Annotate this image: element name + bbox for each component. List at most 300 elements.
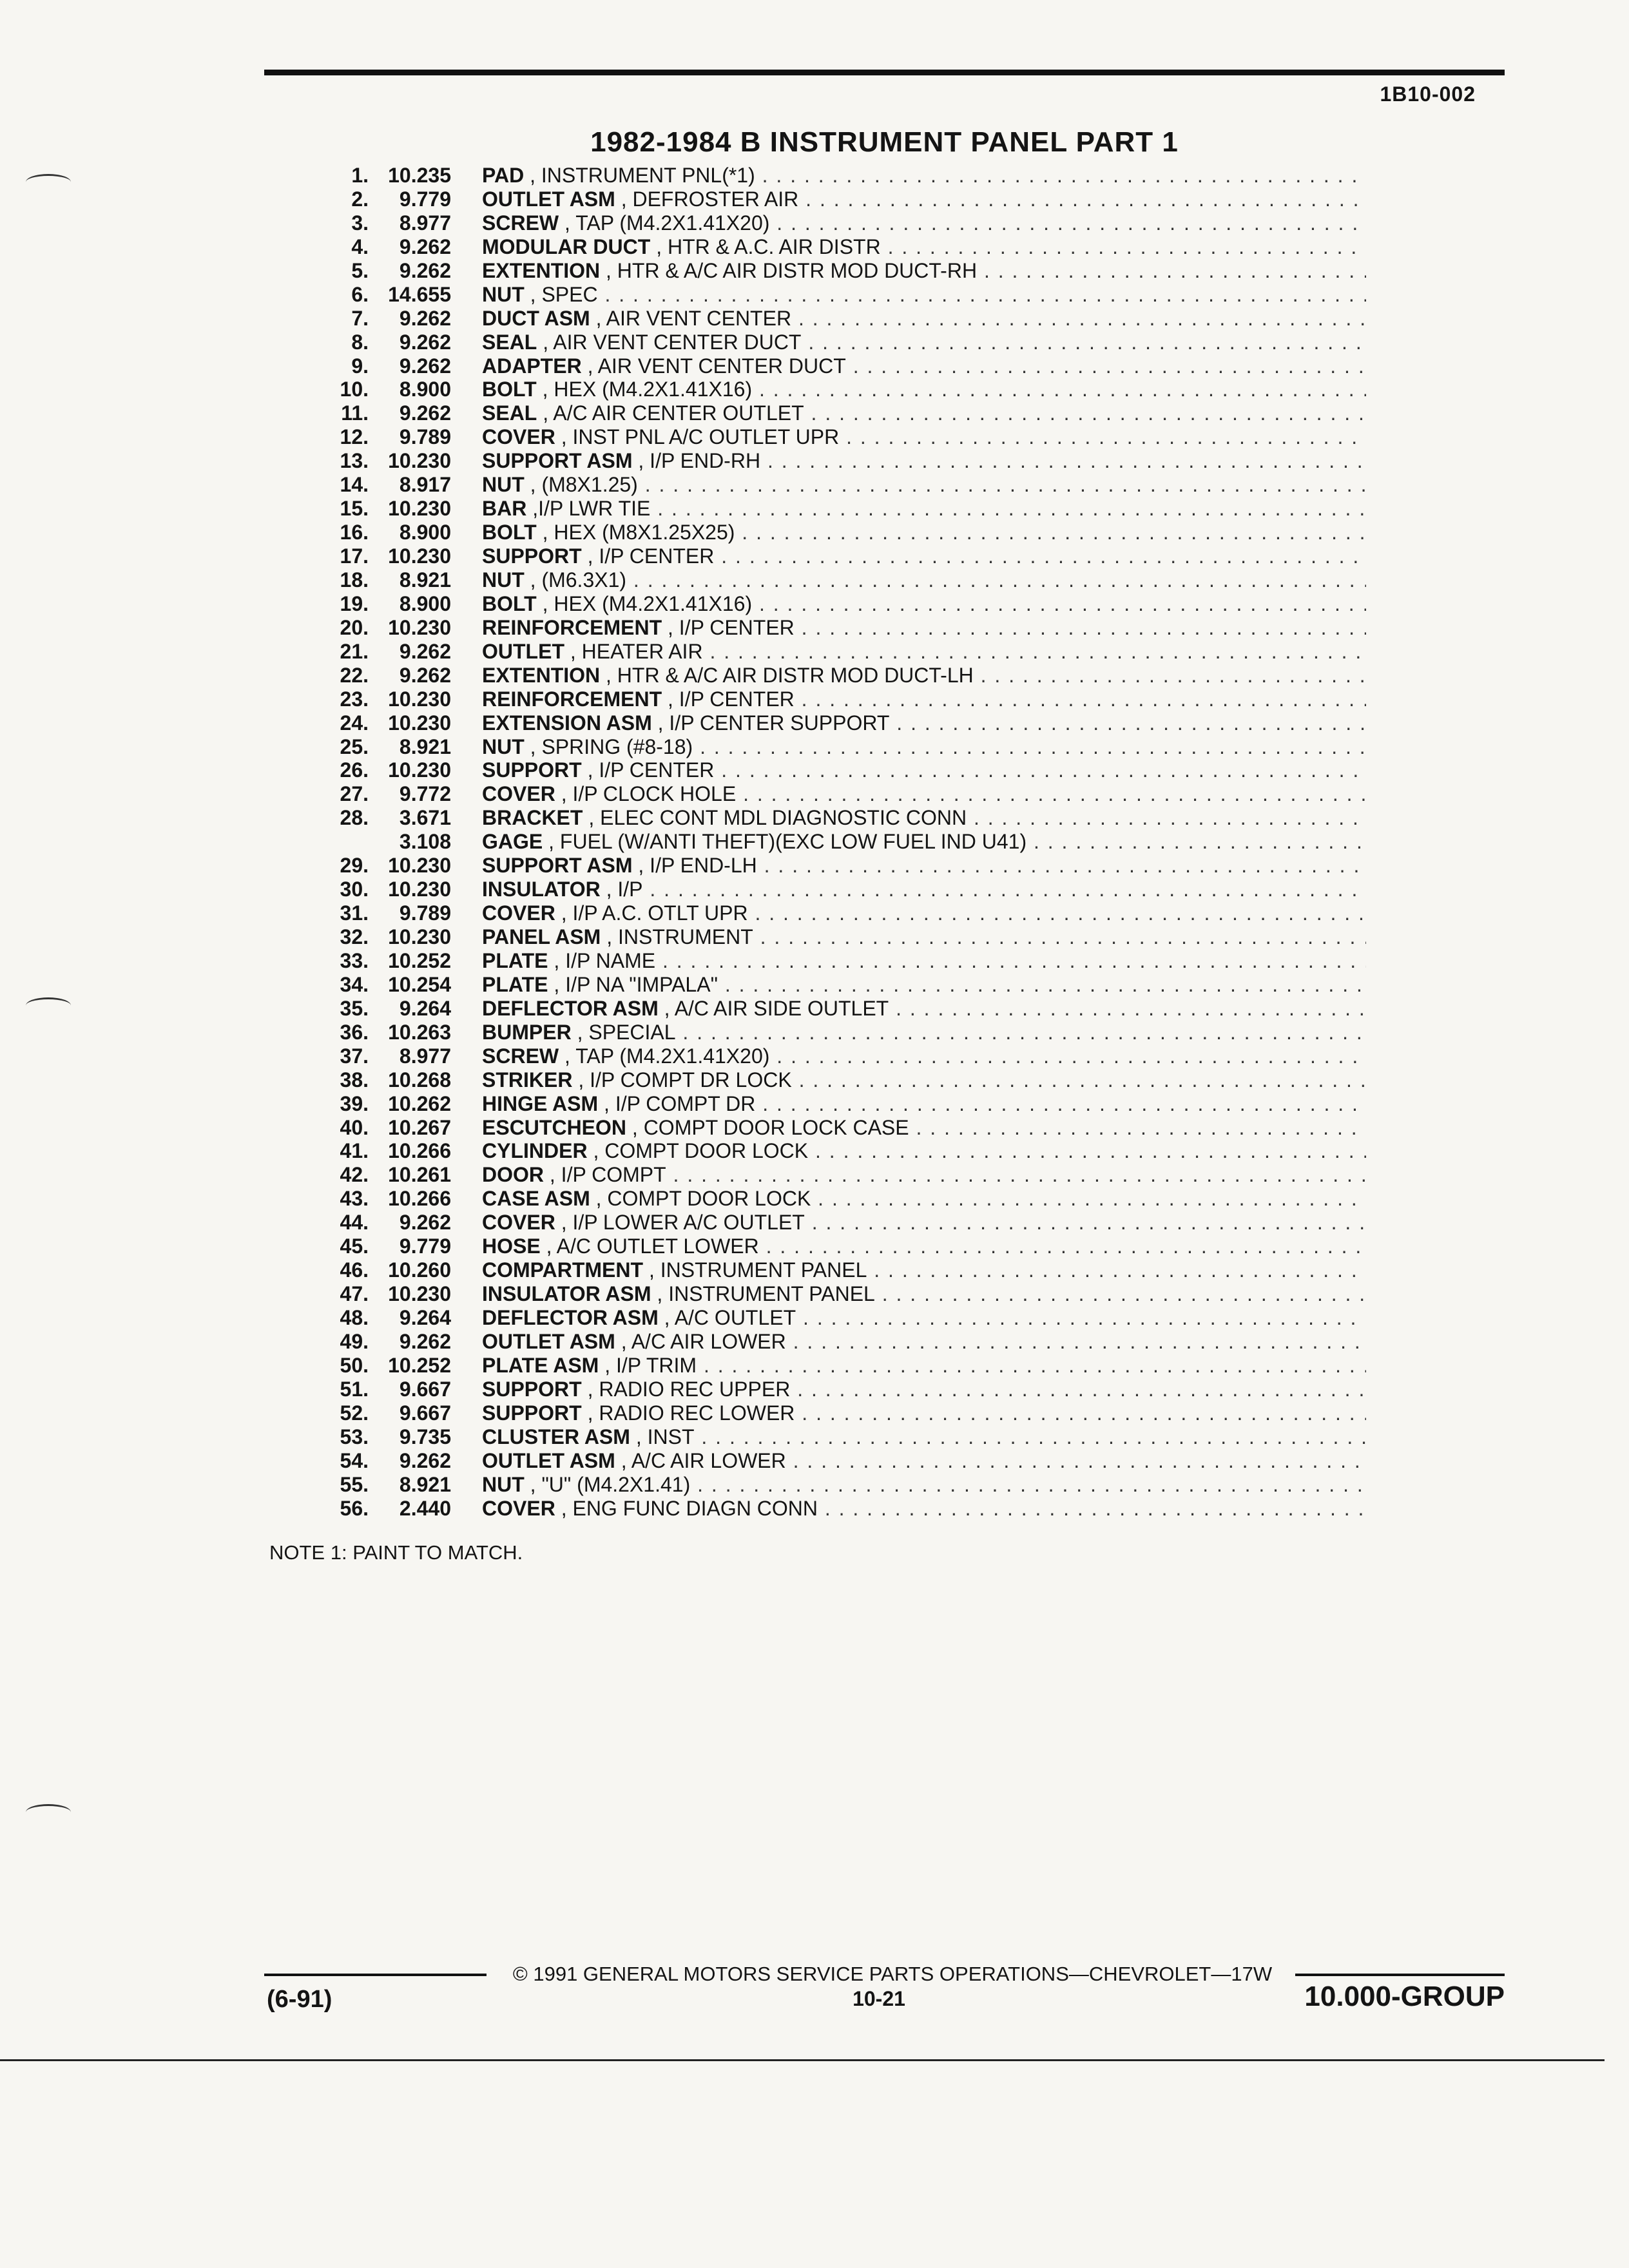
footer-rule <box>264 1974 487 1976</box>
part-name: BOLT <box>482 521 537 544</box>
item-number: 15. <box>340 497 369 521</box>
part-description <box>482 211 1366 235</box>
part-detail: , COMPT DOOR LOCK <box>593 1139 809 1163</box>
part-description <box>482 497 1366 520</box>
part-description <box>482 1163 1366 1186</box>
part-detail: , INSTRUMENT PANEL <box>657 1282 875 1306</box>
item-number: 25. <box>340 735 369 758</box>
part-detail: , INSTRUMENT PANEL <box>648 1258 867 1282</box>
list-item <box>309 1187 1366 1211</box>
group-number: 9.262 <box>399 663 451 687</box>
group-number: 10.262 <box>388 1091 451 1115</box>
part-detail: , I/P NA "IMPALA" <box>554 972 718 996</box>
list-item <box>309 854 1366 878</box>
list-item <box>309 664 1366 687</box>
part-description <box>482 806 1366 829</box>
list-item <box>309 354 1366 378</box>
part-description <box>482 973 1366 996</box>
bottom-rule <box>0 2059 1605 2061</box>
part-description <box>482 735 1366 758</box>
group-number: 8.900 <box>399 378 451 401</box>
list-item <box>309 901 1366 925</box>
part-name: DUCT ASM <box>482 306 590 330</box>
part-name: INSULATOR ASM <box>482 1282 651 1306</box>
part-name: EXTENTION <box>482 663 601 687</box>
part-detail: ,I/P LWR TIE <box>532 497 651 521</box>
list-item <box>309 1449 1366 1473</box>
part-description <box>482 782 1366 805</box>
group-number: 8.921 <box>399 568 451 591</box>
part-description <box>482 425 1366 448</box>
margin-mark <box>26 997 71 1014</box>
list-item <box>309 1092 1366 1116</box>
part-detail: , INST <box>635 1425 695 1448</box>
group-number: 10.252 <box>388 948 451 972</box>
revision-date: (6-91) <box>267 1986 333 2013</box>
group-number: 10.230 <box>388 758 451 782</box>
list-item <box>309 782 1366 806</box>
part-description <box>482 331 1366 354</box>
part-description <box>482 1306 1366 1329</box>
item-number: 1. <box>351 164 369 187</box>
part-name: OUTLET ASM <box>482 1448 615 1472</box>
part-description <box>482 949 1366 972</box>
document-code: 1B10-002 <box>1380 82 1476 106</box>
group-number: 9.262 <box>399 354 451 378</box>
item-number: 9. <box>351 354 369 378</box>
part-detail: , I/P CENTER <box>668 687 795 711</box>
part-detail: , INSTRUMENT <box>606 925 753 948</box>
part-detail: , INSTRUMENT PNL(*1) <box>530 164 755 187</box>
part-detail: , FUEL (W/ANTI THEFT)(EXC LOW FUEL IND U41) <box>548 830 1027 854</box>
part-detail: , AIR VENT CENTER DUCT <box>587 354 846 378</box>
part-description <box>482 401 1366 425</box>
part-name: CLUSTER ASM <box>482 1425 630 1448</box>
part-detail: , COMPT DOOR LOCK <box>595 1187 811 1211</box>
item-number: 53. <box>340 1425 369 1448</box>
item-number: 17. <box>340 544 369 568</box>
list-item <box>309 711 1366 735</box>
part-name: BUMPER <box>482 1020 572 1044</box>
list-item <box>309 449 1366 473</box>
item-number: 55. <box>340 1472 369 1496</box>
part-detail: , I/P COMPT DR LOCK <box>578 1068 792 1091</box>
list-item <box>309 878 1366 901</box>
list-item <box>309 378 1366 401</box>
part-detail: , RADIO REC UPPER <box>587 1377 791 1401</box>
note: NOTE 1: PAINT TO MATCH. <box>269 1541 523 1564</box>
group-number: 9.262 <box>399 306 451 330</box>
part-detail: , I/P COMPT <box>549 1163 666 1187</box>
item-number: 45. <box>340 1235 369 1258</box>
part-description <box>482 259 1366 282</box>
part-name: DEFLECTOR ASM <box>482 1306 659 1329</box>
margin-mark <box>26 174 71 190</box>
part-description <box>482 1282 1366 1305</box>
part-detail: , HEX (M4.2X1.41X16) <box>542 591 753 615</box>
list-item <box>309 1282 1366 1306</box>
part-description <box>482 1235 1366 1258</box>
group-number: 9.264 <box>399 996 451 1020</box>
part-name: PLATE <box>482 972 548 996</box>
item-number: 6. <box>351 282 369 306</box>
part-name: PANEL ASM <box>482 925 601 948</box>
part-name: COVER <box>482 1211 555 1235</box>
group-number: 3.671 <box>399 806 451 830</box>
part-detail: , HEX (M8X1.25X25) <box>542 521 735 544</box>
part-description <box>482 1449 1366 1472</box>
part-name: NUT <box>482 1472 525 1496</box>
part-name: PLATE ASM <box>482 1353 599 1377</box>
item-number: 37. <box>340 1044 369 1068</box>
part-name: COMPARTMENT <box>482 1258 644 1282</box>
part-description <box>482 283 1366 306</box>
part-detail: , I/P LOWER A/C OUTLET <box>561 1211 805 1235</box>
group-number: 9.667 <box>399 1377 451 1401</box>
part-description <box>482 1401 1366 1425</box>
part-detail: , AIR VENT CENTER DUCT <box>543 330 802 354</box>
part-detail: , A/C AIR LOWER <box>621 1448 786 1472</box>
part-name: SEAL <box>482 330 537 354</box>
part-detail: , ENG FUNC DIAGN CONN <box>561 1496 818 1520</box>
part-detail: , A/C OUTLET <box>664 1306 796 1329</box>
list-item <box>309 616 1366 640</box>
item-number: 38. <box>340 1068 369 1091</box>
item-number: 4. <box>351 235 369 258</box>
item-number: 3. <box>351 211 369 235</box>
item-number: 5. <box>351 258 369 282</box>
part-name: SUPPORT <box>482 544 582 568</box>
part-name: MODULAR DUCT <box>482 235 651 258</box>
part-description <box>482 1116 1366 1139</box>
list-item <box>309 1378 1366 1401</box>
group-number: 10.230 <box>388 449 451 473</box>
group-number: 10.230 <box>388 711 451 735</box>
part-name: BRACKET <box>482 806 583 830</box>
part-detail: , SPRING (#8-18) <box>530 735 693 758</box>
part-description <box>482 901 1366 925</box>
list-item <box>309 973 1366 997</box>
item-number: 22. <box>340 663 369 687</box>
part-description <box>482 473 1366 496</box>
list-item <box>309 925 1366 949</box>
part-description <box>482 997 1366 1020</box>
list-item <box>309 1021 1366 1044</box>
group-number: 10.230 <box>388 854 451 878</box>
part-detail: , HTR & A/C AIR DISTR MOD DUCT-LH <box>606 663 974 687</box>
group-number: 3.108 <box>399 830 451 854</box>
part-description <box>482 354 1366 378</box>
list-item <box>309 1068 1366 1092</box>
group-number: 10.230 <box>388 544 451 568</box>
part-name: COVER <box>482 1496 555 1520</box>
item-number: 26. <box>340 758 369 782</box>
part-detail: , A/C AIR SIDE OUTLET <box>664 996 889 1020</box>
part-detail: , DEFROSTER AIR <box>621 187 799 211</box>
group-number: 10.230 <box>388 497 451 521</box>
item-number: 46. <box>340 1258 369 1282</box>
list-item <box>309 1258 1366 1282</box>
item-number: 49. <box>340 1329 369 1353</box>
part-detail: , I/P TRIM <box>604 1353 697 1377</box>
part-description <box>482 521 1366 544</box>
part-name: SUPPORT <box>482 1377 582 1401</box>
group-number: 10.260 <box>388 1258 451 1282</box>
part-name: EXTENSION ASM <box>482 711 652 735</box>
group-number: 10.267 <box>388 1115 451 1139</box>
part-name: NUT <box>482 568 525 591</box>
copyright: © 1991 GENERAL MOTORS SERVICE PARTS OPERATIONS—CHEVROLET—17W <box>512 1963 1273 1985</box>
item-number: 10. <box>340 378 369 401</box>
part-name: INSULATOR <box>482 878 601 901</box>
group-number: 10.230 <box>388 615 451 639</box>
item-number: 43. <box>340 1187 369 1211</box>
list-item <box>309 1235 1366 1258</box>
group-number: 14.655 <box>388 282 451 306</box>
part-description <box>482 758 1366 782</box>
part-detail: , I/P CENTER <box>668 615 795 639</box>
list-item <box>309 758 1366 782</box>
list-item <box>309 1473 1366 1497</box>
part-detail: , INST PNL A/C OUTLET UPR <box>561 425 840 449</box>
list-item <box>309 283 1366 307</box>
group-number: 9.262 <box>399 235 451 258</box>
part-description <box>482 1473 1366 1496</box>
part-name: COVER <box>482 425 555 449</box>
list-item <box>309 1139 1366 1163</box>
item-number: 35. <box>340 996 369 1020</box>
part-detail: , (M6.3X1) <box>530 568 627 591</box>
part-detail: , SPEC <box>530 282 598 306</box>
item-number: 56. <box>340 1496 369 1520</box>
part-name: ADAPTER <box>482 354 582 378</box>
part-description <box>482 1139 1366 1162</box>
part-name: REINFORCEMENT <box>482 687 662 711</box>
part-name: SEAL <box>482 401 537 425</box>
group-number: 9.262 <box>399 1329 451 1353</box>
footer-rule <box>1295 1974 1505 1976</box>
part-name: EXTENTION <box>482 258 601 282</box>
part-description <box>482 307 1366 330</box>
part-description <box>482 616 1366 639</box>
part-detail: , I/P END-RH <box>638 449 761 473</box>
group-number: 9.667 <box>399 1401 451 1425</box>
list-item <box>309 1401 1366 1425</box>
group-number: 9.262 <box>399 1448 451 1472</box>
part-description <box>482 592 1366 615</box>
list-item <box>309 1044 1366 1068</box>
part-name: BOLT <box>482 378 537 401</box>
list-item <box>309 473 1366 497</box>
part-name: SUPPORT <box>482 758 582 782</box>
group-number: 9.779 <box>399 187 451 211</box>
part-name: ESCUTCHEON <box>482 1115 627 1139</box>
part-detail: , I/P CENTER <box>587 758 715 782</box>
part-description <box>482 544 1366 568</box>
group-number: 10.252 <box>388 1353 451 1377</box>
item-number: 14. <box>340 473 369 497</box>
item-number: 8. <box>351 330 369 354</box>
group-number: 8.900 <box>399 521 451 544</box>
part-detail: , TAP (M4.2X1.41X20) <box>564 1044 770 1068</box>
part-description <box>482 449 1366 472</box>
group-number: 10.230 <box>388 925 451 948</box>
part-description <box>482 878 1366 901</box>
part-description <box>482 925 1366 948</box>
part-name: OUTLET ASM <box>482 1329 615 1353</box>
part-name: COVER <box>482 782 555 806</box>
group-number: 2.440 <box>399 1496 451 1520</box>
part-name: STRIKER <box>482 1068 573 1091</box>
part-detail: , "U" (M4.2X1.41) <box>530 1472 691 1496</box>
group-number: 9.262 <box>399 1211 451 1235</box>
top-rule <box>264 70 1505 75</box>
part-name: SUPPORT ASM <box>482 449 633 473</box>
item-number: 7. <box>351 306 369 330</box>
part-detail: , HEX (M4.2X1.41X16) <box>542 378 753 401</box>
list-item <box>309 187 1366 211</box>
part-description <box>482 664 1366 687</box>
part-description <box>482 378 1366 401</box>
part-detail: , COMPT DOOR LOCK CASE <box>631 1115 909 1139</box>
part-description <box>482 1092 1366 1115</box>
part-name: PAD <box>482 164 525 187</box>
list-item <box>309 544 1366 568</box>
list-item <box>309 830 1366 854</box>
group-number: 10.230 <box>388 687 451 711</box>
item-number: 20. <box>340 615 369 639</box>
group-number: 10.254 <box>388 972 451 996</box>
item-number: 12. <box>340 425 369 449</box>
list-item <box>309 735 1366 759</box>
part-name: NUT <box>482 735 525 758</box>
part-name: CYLINDER <box>482 1139 588 1163</box>
item-number: 32. <box>340 925 369 948</box>
part-detail: , I/P END-LH <box>638 854 757 878</box>
part-detail: , I/P COMPT DR <box>604 1091 756 1115</box>
part-description <box>482 1187 1366 1210</box>
group-number: 8.917 <box>399 473 451 497</box>
item-number: 19. <box>340 591 369 615</box>
parts-list <box>309 164 1366 1520</box>
part-description <box>482 568 1366 591</box>
part-name: NUT <box>482 282 525 306</box>
part-description <box>482 854 1366 877</box>
part-name: SUPPORT <box>482 1401 582 1425</box>
part-name: PLATE <box>482 948 548 972</box>
group-label: 10.000-GROUP <box>1304 1981 1505 2012</box>
group-number: 8.921 <box>399 735 451 758</box>
group-number: 10.266 <box>388 1139 451 1163</box>
part-description <box>482 187 1366 211</box>
list-item <box>309 806 1366 830</box>
part-name: HINGE ASM <box>482 1091 599 1115</box>
list-item <box>309 235 1366 259</box>
part-description <box>482 711 1366 735</box>
part-detail: , SPECIAL <box>577 1020 676 1044</box>
item-number: 18. <box>340 568 369 591</box>
group-number: 8.921 <box>399 1472 451 1496</box>
part-name: CASE ASM <box>482 1187 590 1211</box>
group-number: 10.230 <box>388 878 451 901</box>
part-name: COVER <box>482 901 555 925</box>
group-number: 10.263 <box>388 1020 451 1044</box>
list-item <box>309 307 1366 331</box>
list-item <box>309 425 1366 449</box>
part-detail: , TAP (M4.2X1.41X20) <box>564 211 770 235</box>
part-detail: , I/P CENTER <box>587 544 715 568</box>
group-number: 10.261 <box>388 1163 451 1187</box>
part-description <box>482 235 1366 258</box>
part-description <box>482 1497 1366 1520</box>
group-number: 9.789 <box>399 901 451 925</box>
item-number: 2. <box>351 187 369 211</box>
group-number: 8.977 <box>399 1044 451 1068</box>
item-number: 34. <box>340 972 369 996</box>
part-description <box>482 1211 1366 1234</box>
part-detail: , I/P CENTER SUPPORT <box>657 711 890 735</box>
group-number: 8.900 <box>399 591 451 615</box>
page-number: 10-21 <box>853 1987 905 2010</box>
item-number: 48. <box>340 1306 369 1329</box>
part-name: SUPPORT ASM <box>482 854 633 878</box>
part-detail: , A/C OUTLET LOWER <box>546 1235 759 1258</box>
item-number: 52. <box>340 1401 369 1425</box>
item-number: 29. <box>340 854 369 878</box>
part-name: HOSE <box>482 1235 541 1258</box>
list-item <box>309 259 1366 283</box>
group-number: 9.779 <box>399 1235 451 1258</box>
part-detail: , ELEC CONT MDL DIAGNOSTIC CONN <box>588 806 967 830</box>
part-detail: , (M8X1.25) <box>530 473 638 497</box>
part-detail: , HEATER AIR <box>570 639 703 663</box>
list-item <box>309 331 1366 354</box>
group-number: 9.262 <box>399 639 451 663</box>
group-number: 9.789 <box>399 425 451 449</box>
group-number: 10.230 <box>388 1282 451 1306</box>
part-description <box>482 1425 1366 1448</box>
item-number: 27. <box>340 782 369 806</box>
group-number: 9.264 <box>399 1306 451 1329</box>
group-number: 8.977 <box>399 211 451 235</box>
list-item <box>309 949 1366 973</box>
group-number: 9.735 <box>399 1425 451 1448</box>
part-description <box>482 1021 1366 1044</box>
item-number: 28. <box>340 806 369 830</box>
part-detail: , I/P NAME <box>554 948 656 972</box>
part-name: BAR <box>482 497 527 521</box>
part-detail: , A/C AIR CENTER OUTLET <box>543 401 804 425</box>
list-item <box>309 568 1366 592</box>
part-name: OUTLET <box>482 639 564 663</box>
part-name: NUT <box>482 473 525 497</box>
item-number: 33. <box>340 948 369 972</box>
group-number: 9.262 <box>399 330 451 354</box>
item-number: 42. <box>340 1163 369 1187</box>
part-detail: , AIR VENT CENTER <box>595 306 792 330</box>
item-number: 13. <box>340 449 369 473</box>
list-item <box>309 1211 1366 1235</box>
list-item <box>309 687 1366 711</box>
part-detail: , A/C AIR LOWER <box>621 1329 786 1353</box>
item-number: 39. <box>340 1091 369 1115</box>
group-number: 9.772 <box>399 782 451 806</box>
list-item <box>309 1330 1366 1354</box>
item-number: 31. <box>340 901 369 925</box>
item-number: 23. <box>340 687 369 711</box>
part-description <box>482 1378 1366 1401</box>
part-description <box>482 1330 1366 1353</box>
